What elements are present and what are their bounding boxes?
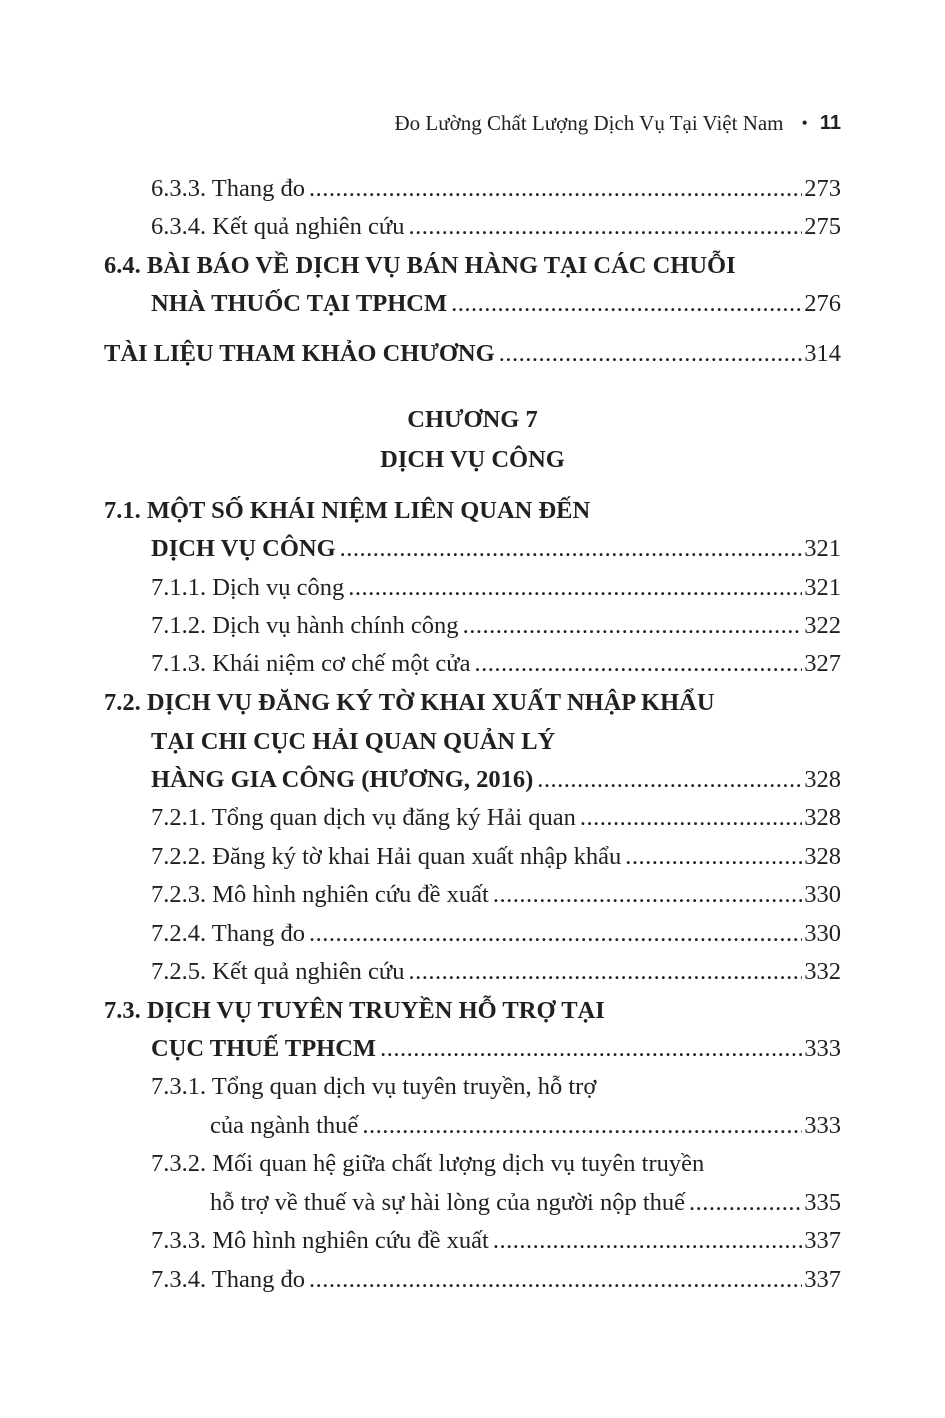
toc-section-heading[interactable]: [104, 251, 736, 281]
dot-leader: [463, 611, 803, 641]
toc-entry-title: TÀI LIỆU THAM KHẢO CHƯƠNG: [104, 340, 495, 367]
toc-entry-title: 7.3.4. Thang đo: [151, 1266, 306, 1293]
toc-entry[interactable]: [151, 649, 841, 679]
toc-entry[interactable]: [151, 573, 841, 603]
toc-entry[interactable]: [151, 611, 841, 641]
toc-section-heading[interactable]: [104, 339, 841, 369]
toc-entry-title: hỗ trợ về thuế và sự hài lòng của người nộp thuế: [210, 1189, 685, 1216]
toc-section-heading[interactable]: [151, 534, 841, 564]
toc-entry[interactable]: [151, 212, 841, 242]
toc-entry-title: 7.2. DỊCH VỤ ĐĂNG KÝ TỜ KHAI XUẤT NHẬP KHẨU: [104, 689, 715, 716]
dot-leader: [689, 1188, 802, 1218]
toc-entry-title: 6.3.3. Thang đo: [151, 175, 306, 202]
toc-section-heading[interactable]: [151, 1034, 841, 1064]
toc-entry[interactable]: [151, 1072, 596, 1102]
toc-entry-page: 330: [804, 881, 841, 908]
dot-leader: [493, 880, 802, 910]
toc-entry[interactable]: [151, 957, 841, 987]
toc-entry-title: 7.3.3. Mô hình nghiên cứu đề xuất: [151, 1227, 489, 1254]
toc-entry-page: 276: [804, 290, 841, 317]
toc-entry-title: NHÀ THUỐC TẠI TPHCM: [151, 290, 448, 317]
toc-entry-page: 327: [804, 650, 841, 677]
toc-entry-title: TẠI CHI CỤC HẢI QUAN QUẢN LÝ: [151, 728, 556, 755]
dot-leader: [340, 534, 803, 564]
toc-entry-page: 332: [804, 958, 841, 985]
dot-leader: [625, 842, 802, 872]
dot-leader: [408, 957, 802, 987]
chapter-title: DỊCH VỤ CÔNG: [380, 446, 565, 473]
toc-entry[interactable]: [151, 842, 841, 872]
toc-entry-page: 333: [804, 1112, 841, 1139]
toc-entry-title: 7.3.2. Mối quan hệ giữa chất lượng dịch vụ tuyên truyền: [151, 1150, 705, 1177]
toc-entry-page: 273: [804, 175, 841, 202]
dot-leader: [493, 1226, 802, 1256]
chapter-number: CHƯƠNG 7: [407, 406, 538, 433]
toc-entry-title: CỤC THUẾ TPHCM: [151, 1035, 377, 1062]
toc-entry-title: 7.1.2. Dịch vụ hành chính công: [151, 612, 459, 639]
dot-leader: [499, 339, 803, 369]
dot-leader: [474, 649, 802, 679]
toc-entry[interactable]: [151, 174, 841, 204]
dot-leader: [348, 573, 802, 603]
toc-section-heading[interactable]: [104, 496, 590, 526]
toc-entry-page: 328: [804, 843, 841, 870]
toc-entry[interactable]: [151, 1149, 704, 1179]
dot-leader: [309, 1265, 802, 1295]
toc-entry-page: 314: [804, 340, 841, 367]
toc-entry[interactable]: [151, 1265, 841, 1295]
page-number: 11: [819, 111, 841, 134]
toc-entry-title: 7.1. MỘT SỐ KHÁI NIỆM LIÊN QUAN ĐẾN: [104, 497, 591, 524]
toc-entry[interactable]: [210, 1188, 841, 1218]
toc-entry-title: 7.2.1. Tổng quan dịch vụ đăng ký Hải quan: [151, 804, 576, 831]
toc-entry[interactable]: [151, 880, 841, 910]
toc-entry[interactable]: [151, 803, 841, 833]
toc-entry-page: 335: [804, 1189, 841, 1216]
toc-section-heading[interactable]: [151, 727, 555, 757]
toc-entry-title: 7.3. DỊCH VỤ TUYÊN TRUYỀN HỖ TRỢ TẠI: [104, 997, 605, 1024]
toc-entry-page: 328: [804, 804, 841, 831]
toc-section-heading[interactable]: [151, 765, 841, 795]
toc-entry-page: 337: [804, 1266, 841, 1293]
toc-entry-title: 7.1.3. Khái niệm cơ chế một cửa: [151, 650, 471, 677]
running-header: [395, 108, 841, 138]
toc-entry-title: của ngành thuế: [210, 1112, 359, 1139]
toc-entry-title: 6.3.4. Kết quả nghiên cứu: [151, 213, 405, 240]
toc-entry-title: 7.2.5. Kết quả nghiên cứu: [151, 958, 405, 985]
running-title: Đo Lường Chất Lượng Dịch Vụ Tại Việt Nam: [394, 110, 784, 135]
toc-entry-title: 7.2.3. Mô hình nghiên cứu đề xuất: [151, 881, 489, 908]
toc-entry-page: 321: [804, 535, 841, 562]
dot-leader: [380, 1034, 802, 1064]
toc-entry-page: 333: [804, 1035, 841, 1062]
toc-entry[interactable]: [210, 1111, 841, 1141]
dot-leader: [408, 212, 802, 242]
dot-leader: [309, 919, 802, 949]
dot-leader: [451, 289, 802, 319]
dot-leader: [309, 174, 802, 204]
toc-section-heading[interactable]: [104, 996, 605, 1026]
dot-leader: [362, 1111, 802, 1141]
toc-entry-page: 275: [804, 213, 841, 240]
toc-entry[interactable]: [151, 919, 841, 949]
toc-entry-title: 6.4. BÀI BÁO VỀ DỊCH VỤ BÁN HÀNG TẠI CÁC CHUỖI: [104, 252, 736, 279]
toc-entry-title: DỊCH VỤ CÔNG: [151, 535, 336, 562]
dot-leader: [537, 765, 802, 795]
toc-entry-page: 328: [804, 766, 841, 793]
toc-section-heading[interactable]: [151, 289, 841, 319]
toc-entry-page: 330: [804, 920, 841, 947]
toc-entry-page: 321: [804, 574, 841, 601]
toc-entry-title: 7.1.1. Dịch vụ công: [151, 574, 345, 601]
header-bullet: •: [801, 112, 808, 133]
dot-leader: [580, 803, 802, 833]
toc-section-heading[interactable]: [104, 688, 715, 718]
toc-entry-page: 337: [804, 1227, 841, 1254]
toc-entry-title: 7.2.4. Thang đo: [151, 920, 306, 947]
toc-entry[interactable]: [151, 1226, 841, 1256]
toc-entry-page: 322: [804, 612, 841, 639]
toc-entry-title: 7.2.2. Đăng ký tờ khai Hải quan xuất nhập khẩu: [151, 843, 622, 870]
toc-entry-title: HÀNG GIA CÔNG (HƯƠNG, 2016): [151, 766, 534, 793]
toc-entry-title: 7.3.1. Tổng quan dịch vụ tuyên truyền, hỗ trợ: [151, 1073, 597, 1100]
